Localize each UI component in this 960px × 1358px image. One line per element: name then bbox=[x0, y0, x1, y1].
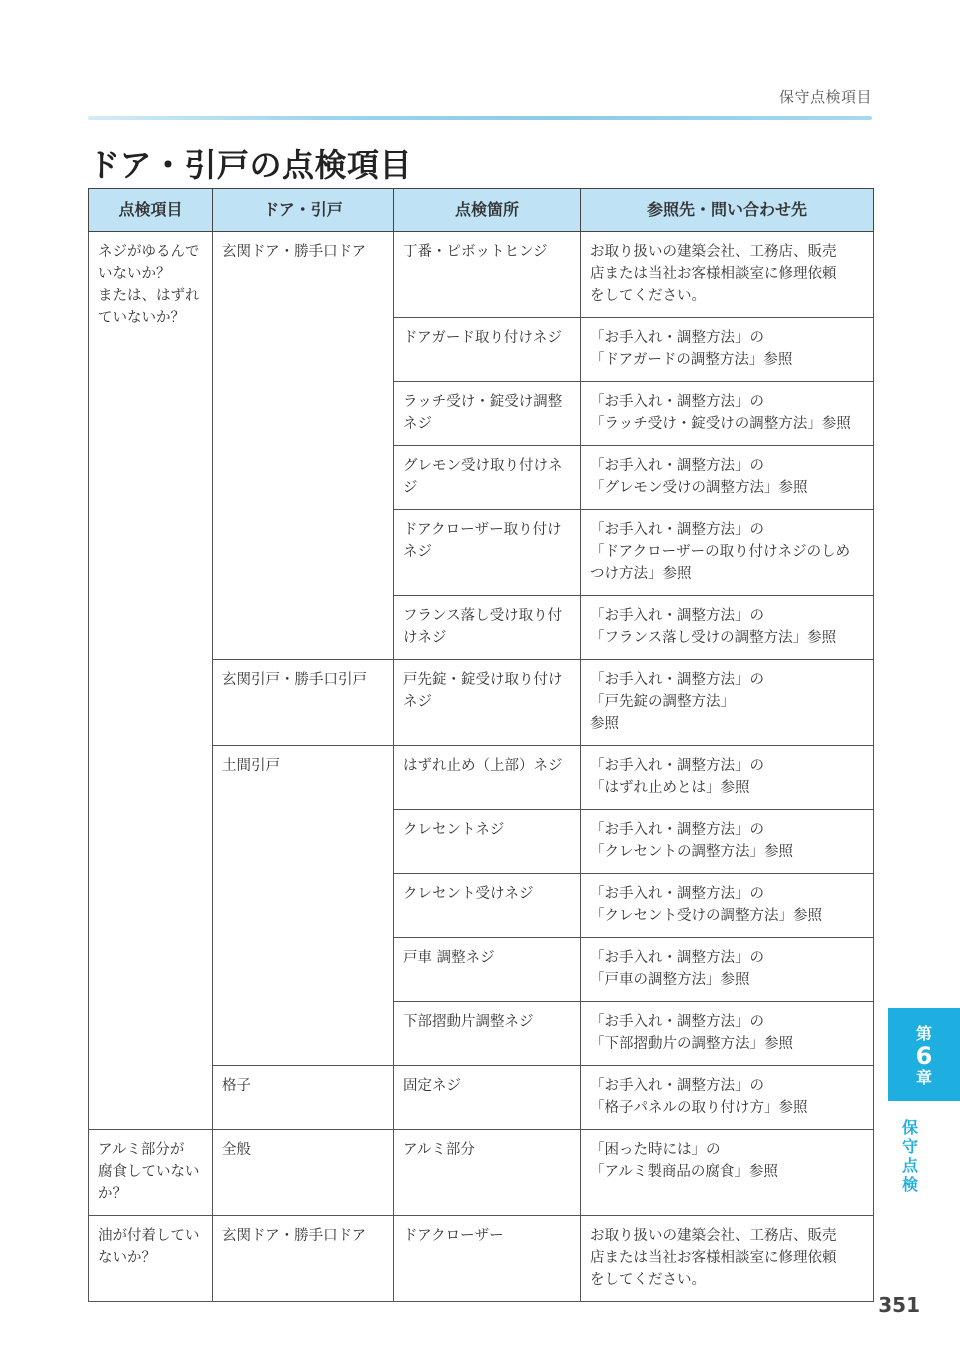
reference-cell-line: 「ラッチ受け・錠受けの調整方法」参照 bbox=[590, 416, 851, 432]
reference-cell-line: 「お手入れ・調整方法」の bbox=[590, 822, 764, 838]
reference-cell bbox=[581, 1130, 874, 1216]
door-type-cell bbox=[213, 1130, 394, 1216]
reference-cell-line: 「お手入れ・調整方法」の bbox=[590, 458, 764, 474]
door-type-cell bbox=[213, 746, 394, 1066]
reference-cell-line: 「グレモン受けの調整方法」参照 bbox=[590, 480, 808, 496]
location-cell-line: けネジ bbox=[403, 630, 447, 646]
inspection-item-cell bbox=[89, 1216, 213, 1302]
reference-cell-line: 「お手入れ・調整方法」の bbox=[590, 1078, 764, 1094]
reference-cell-line: をしてください。 bbox=[590, 288, 706, 304]
location-cell-line: ドアクローザー bbox=[403, 1228, 504, 1244]
section-char: 検 bbox=[901, 1175, 918, 1194]
reference-cell-line: 「はずれ止めとは」参照 bbox=[590, 780, 750, 796]
inspection-item-cell-line: ネジがゆるんで bbox=[98, 244, 200, 260]
reference-cell bbox=[581, 510, 874, 596]
section-char: 守 bbox=[901, 1137, 918, 1156]
door-type-cell-line: 格子 bbox=[222, 1078, 251, 1094]
chapter-number: 6 bbox=[915, 1042, 933, 1070]
reference-cell-line: 「クレセント受けの調整方法」参照 bbox=[590, 908, 822, 924]
reference-cell bbox=[581, 1002, 874, 1066]
chapter-tab bbox=[888, 1008, 960, 1101]
location-cell-line: 固定ネジ bbox=[403, 1078, 461, 1094]
chapter-suffix: 章 bbox=[915, 1068, 932, 1087]
location-cell-line: 丁番・ピボットヒンジ bbox=[403, 244, 548, 260]
reference-cell bbox=[581, 596, 874, 660]
section-char: 点 bbox=[901, 1156, 918, 1175]
reference-cell-line: 「お手入れ・調整方法」の bbox=[590, 886, 764, 902]
reference-cell-line: お取り扱いの建築会社、工務店、販売 bbox=[590, 244, 837, 260]
location-cell-line: ジ bbox=[403, 480, 418, 496]
location-cell bbox=[394, 596, 581, 660]
reference-cell-line: 「お手入れ・調整方法」の bbox=[590, 394, 764, 410]
door-type-cell-line: 玄関引戸・勝手口引戸 bbox=[222, 672, 367, 688]
page-title: ドア・引戸の点検項目 bbox=[88, 146, 413, 184]
location-cell-line: ドアクローザー取り付け bbox=[403, 522, 562, 538]
location-cell-line: アルミ部分 bbox=[403, 1142, 475, 1158]
reference-cell-line: 「ドアクローザーの取り付けネジのしめ bbox=[590, 544, 851, 560]
door-type-cell-line: 玄関ドア・勝手口ドア bbox=[222, 1228, 367, 1244]
location-cell-line: ネジ bbox=[403, 416, 432, 432]
location-cell-line: 下部摺動片調整ネジ bbox=[403, 1014, 534, 1030]
location-cell-line: ネジ bbox=[403, 694, 432, 710]
reference-cell bbox=[581, 810, 874, 874]
reference-cell-line: 「困った時には」の bbox=[590, 1142, 721, 1158]
chapter-prefix: 第 bbox=[915, 1024, 932, 1043]
location-cell bbox=[394, 810, 581, 874]
page-number: 351 bbox=[878, 1293, 920, 1317]
reference-cell-line: 「フランス落し受けの調整方法」参照 bbox=[590, 630, 837, 646]
door-type-cell-line: 土間引戸 bbox=[222, 758, 280, 774]
location-cell bbox=[394, 1002, 581, 1066]
door-type-cell bbox=[213, 1216, 394, 1302]
reference-cell-line: 「お手入れ・調整方法」の bbox=[590, 608, 764, 624]
table-body bbox=[89, 232, 874, 1302]
location-cell-line: クレセントネジ bbox=[403, 822, 505, 838]
reference-cell-line: 「戸先錠の調整方法」 bbox=[590, 694, 735, 710]
header-door: ドア・引戸 bbox=[213, 189, 394, 232]
reference-cell bbox=[581, 382, 874, 446]
reference-cell bbox=[581, 938, 874, 1002]
reference-cell bbox=[581, 318, 874, 382]
reference-cell-line: 店または当社お客様相談室に修理依頼 bbox=[590, 1250, 837, 1266]
reference-cell bbox=[581, 874, 874, 938]
table-row bbox=[89, 1130, 874, 1216]
reference-cell bbox=[581, 1216, 874, 1302]
reference-cell-line: 「お手入れ・調整方法」の bbox=[590, 522, 764, 538]
location-cell bbox=[394, 232, 581, 318]
inspection-table bbox=[88, 188, 874, 1302]
inspection-item-cell-line: 腐食していない bbox=[98, 1164, 200, 1180]
door-type-cell-line: 全般 bbox=[222, 1142, 251, 1158]
reference-cell-line: 参照 bbox=[590, 716, 619, 732]
chapter-section-label bbox=[898, 1118, 922, 1194]
reference-cell-line: 「戸車の調整方法」参照 bbox=[590, 972, 750, 988]
door-type-cell bbox=[213, 1066, 394, 1130]
location-cell bbox=[394, 446, 581, 510]
location-cell bbox=[394, 660, 581, 746]
reference-cell-line: 「お手入れ・調整方法」の bbox=[590, 672, 764, 688]
location-cell bbox=[394, 1066, 581, 1130]
location-cell bbox=[394, 382, 581, 446]
inspection-item-cell bbox=[89, 232, 213, 1130]
location-cell bbox=[394, 1130, 581, 1216]
location-cell bbox=[394, 510, 581, 596]
header-reference: 参照先・問い合わせ先 bbox=[581, 189, 874, 232]
location-cell-line: 戸先錠・錠受け取り付け bbox=[403, 672, 563, 688]
location-cell-line: 戸車 調整ネジ bbox=[403, 950, 495, 966]
location-cell-line: フランス落し受け取り付 bbox=[403, 608, 563, 624]
table-header-row bbox=[89, 189, 874, 232]
location-cell bbox=[394, 938, 581, 1002]
inspection-item-cell-line: か？ bbox=[98, 1186, 127, 1202]
inspection-item-cell bbox=[89, 1130, 213, 1216]
reference-cell-line: をしてください。 bbox=[590, 1272, 706, 1288]
inspection-item-cell-line: アルミ部分が bbox=[98, 1142, 185, 1158]
inspection-item-cell-line: ないか？ bbox=[98, 1250, 156, 1266]
inspection-item-cell-line: 油が付着してい bbox=[98, 1228, 200, 1244]
reference-cell-line: 「アルミ製商品の腐食」参照 bbox=[590, 1164, 778, 1180]
header-inspection-item: 点検項目 bbox=[89, 189, 213, 232]
section-label: 保守点検項目 bbox=[778, 88, 872, 106]
location-cell bbox=[394, 746, 581, 810]
table-row bbox=[89, 232, 874, 318]
reference-cell bbox=[581, 746, 874, 810]
door-type-cell-line: 玄関ドア・勝手口ドア bbox=[222, 244, 367, 260]
reference-cell-line: 「クレセントの調整方法」参照 bbox=[590, 844, 793, 860]
reference-cell-line: お取り扱いの建築会社、工務店、販売 bbox=[590, 1228, 837, 1244]
header-location: 点検箇所 bbox=[394, 189, 581, 232]
reference-cell-line: 「格子パネルの取り付け方」参照 bbox=[590, 1100, 808, 1116]
door-type-cell bbox=[213, 660, 394, 746]
location-cell-line: ラッチ受け・錠受け調整 bbox=[403, 394, 563, 410]
reference-cell bbox=[581, 660, 874, 746]
location-cell-line: ネジ bbox=[403, 544, 432, 560]
location-cell-line: グレモン受け取り付けネ bbox=[403, 458, 563, 474]
door-type-cell bbox=[213, 232, 394, 660]
inspection-item-cell-line: ていないか？ bbox=[98, 310, 185, 326]
reference-cell-line: 「ドアガードの調整方法」参照 bbox=[590, 352, 793, 368]
reference-cell-line: つけ方法」参照 bbox=[590, 566, 692, 582]
reference-cell bbox=[581, 446, 874, 510]
reference-cell-line: 「お手入れ・調整方法」の bbox=[590, 330, 764, 346]
location-cell-line: はずれ止め（上部）ネジ bbox=[403, 758, 563, 774]
location-cell bbox=[394, 318, 581, 382]
reference-cell bbox=[581, 232, 874, 318]
location-cell-line: クレセント受けネジ bbox=[403, 886, 534, 902]
reference-cell-line: 店または当社お客様相談室に修理依頼 bbox=[590, 266, 837, 282]
reference-cell-line: 「下部摺動片の調整方法」参照 bbox=[590, 1036, 793, 1052]
reference-cell bbox=[581, 1066, 874, 1130]
reference-cell-line: 「お手入れ・調整方法」の bbox=[590, 1014, 764, 1030]
inspection-item-cell-line: いないか？ bbox=[98, 266, 171, 282]
location-cell-line: ドアガード取り付けネジ bbox=[403, 330, 562, 346]
location-cell bbox=[394, 874, 581, 938]
section-char: 保 bbox=[901, 1118, 918, 1137]
inspection-item-cell-line: または、はずれ bbox=[98, 288, 200, 304]
reference-cell-line: 「お手入れ・調整方法」の bbox=[590, 950, 764, 966]
location-cell bbox=[394, 1216, 581, 1302]
header-divider bbox=[88, 116, 872, 120]
table-row bbox=[89, 1216, 874, 1302]
reference-cell-line: 「お手入れ・調整方法」の bbox=[590, 758, 764, 774]
